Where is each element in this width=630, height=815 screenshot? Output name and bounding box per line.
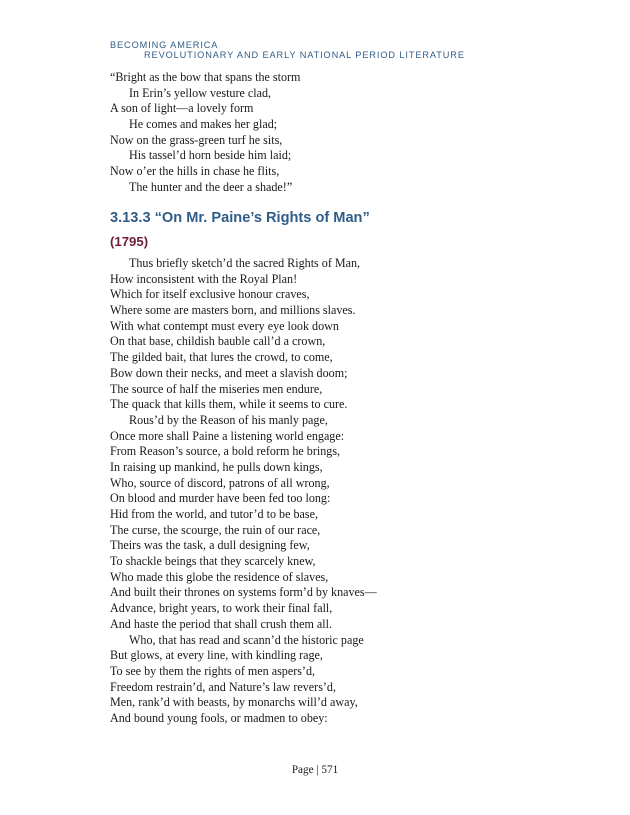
poem-line: Bow down their necks, and meet a slavish doom; bbox=[110, 365, 348, 380]
section-heading: 3.13.3 “On Mr. Paine’s Rights of Man” bbox=[110, 210, 370, 226]
poem-line: Theirs was the task, a dull designing few, bbox=[110, 538, 310, 553]
poem-line: Once more shall Paine a listening world engage: bbox=[110, 428, 345, 443]
poem-line: Hid from the world, and tutor’d to be base, bbox=[110, 507, 319, 521]
poem-line: Rous’d by the Reason of his manly page, bbox=[129, 412, 328, 427]
poem-line: Men, rank’d with beasts, by monarchs will’d away, bbox=[110, 695, 358, 710]
poem-line: His tassel’d horn beside him laid; bbox=[129, 148, 292, 163]
poem-line: And bound young fools, or madmen to obey: bbox=[110, 710, 328, 725]
poem-line: The curse, the scourge, the ruin of our race, bbox=[110, 522, 321, 537]
poem-line: Now o’er the hills in chase he flits, bbox=[110, 164, 280, 179]
poem-line: And haste the period that shall crush them all. bbox=[110, 616, 332, 631]
poem-line: But glows, at every line, with kindling rage, bbox=[110, 648, 323, 663]
poem-line: To shackle beings that they scarcely knew, bbox=[110, 554, 316, 569]
poem-line: The quack that kills them, while it seems to cure. bbox=[110, 397, 348, 412]
poem-stanza-excerpt bbox=[110, 70, 300, 196]
poem-line: On that base, childish bauble call’d a crown, bbox=[110, 334, 326, 349]
poem-line: Now on the grass-green turf he sits, bbox=[110, 132, 283, 147]
poem-line: In raising up mankind, he pulls down kings, bbox=[110, 459, 323, 474]
poem-line: He comes and makes her glad; bbox=[129, 117, 278, 132]
poem-line: The gilded bait, that lures the crowd, to come, bbox=[110, 350, 333, 365]
poem-line: Freedom restrain’d, and Nature’s law revers’d, bbox=[110, 679, 337, 694]
poem-line: How inconsistent with the Royal Plan! bbox=[110, 271, 298, 286]
poem-line: On blood and murder have been fed too long: bbox=[110, 491, 331, 506]
poem-line: From Reason’s source, a bold reform he brings, bbox=[110, 444, 341, 459]
poem-line: Advance, bright years, to work their final fall, bbox=[110, 601, 333, 616]
poem-line: And built their thrones on systems form’d by knaves— bbox=[110, 585, 377, 600]
poem-line: Who, that has read and scann’d the historic page bbox=[129, 632, 364, 647]
section-date: (1795) bbox=[110, 234, 149, 249]
poem-line: The source of half the miseries men endure, bbox=[110, 381, 323, 396]
poem-line: Where some are masters born, and millions slaves. bbox=[110, 303, 356, 318]
header-book-title: BECOMING AMERICA bbox=[110, 40, 219, 50]
poem-line: Who made this globe the residence of slaves, bbox=[110, 569, 329, 584]
poem-line: “Bright as the bow that spans the storm bbox=[110, 70, 301, 84]
poem-line: To see by them the rights of men aspers’d, bbox=[110, 663, 316, 678]
header-section-title: REVOLUTIONARY AND EARLY NATIONAL PERIOD LITERATURE bbox=[144, 50, 465, 60]
running-header bbox=[110, 40, 570, 60]
poem-line: Which for itself exclusive honour craves, bbox=[110, 287, 310, 302]
poem-line: The hunter and the deer a shade!” bbox=[129, 179, 293, 194]
poem-line: A son of light—a lovely form bbox=[110, 101, 254, 116]
poem-rights-of-man bbox=[110, 256, 377, 727]
poem-line: With what contempt must every eye look down bbox=[110, 318, 339, 333]
page-number: Page | 571 bbox=[291, 764, 339, 776]
poem-line: Who, source of discord, patrons of all wrong, bbox=[110, 475, 330, 490]
poem-line: In Erin’s yellow vesture clad, bbox=[129, 85, 272, 100]
poem-line: Thus briefly sketch’d the sacred Rights of Man, bbox=[129, 256, 361, 270]
